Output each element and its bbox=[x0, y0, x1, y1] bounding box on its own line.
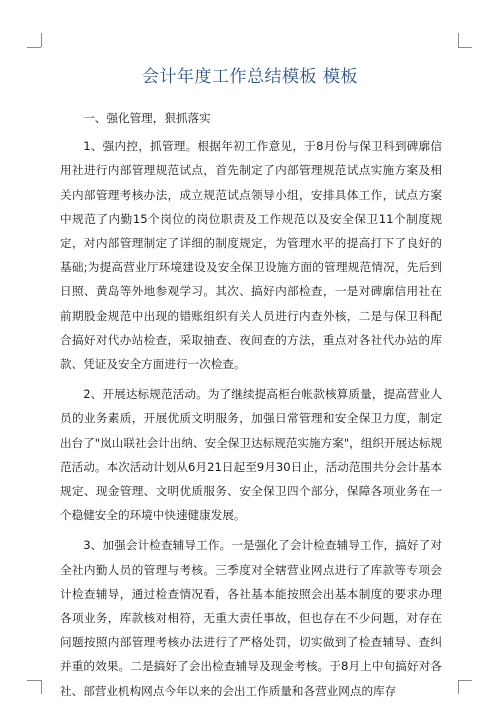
document-title: 会计年度工作总结模板 模板 bbox=[142, 67, 358, 87]
document-body bbox=[60, 106, 442, 709]
paragraph-accounting-inspection: 3、加强会计检查辅导工作。一是强化了会计检查辅导工作，搞好了对全社内勤人员的管理与考核。三季度对全辖营业网点进行了库款等专项会计检查辅导，通过检查情况看，各社基本能按照会出基本制度的要求办理各项业务，库款核对相符，无重大责任事故，但也存在不少问题，对存在问题按照内部管理考核办法进行了严格处罚，切实做到了检查辅导、查纠并重的效果。二是搞好了会出检查辅导及现金考核。于8月上中旬搞好对各社、部营业机构网点今年以来的会出工作质量和各营业网点的库存 bbox=[60, 538, 442, 698]
paragraph-standards-activity: 2、开展达标规范活动。为了继续提高柜台帐款核算质量，提高营业人员的业务素质，开展优质文明服务，加强日常管理和安全保卫力度，制定出台了"岚山联社会计出纳、安全保卫达标规范实施方案"，组织开展达标规范活动。本次活动计划从6月21日起至9月30日止，活动范围共分会计基本规定、现金管理、文明优质服务、安全保卫四个部分，保障各项业务在一个稳健安全的环境中快速健康发展。 bbox=[60, 387, 442, 523]
section-heading: 一、强化管理，狠抓落实 bbox=[83, 111, 211, 125]
paragraph-internal-control: 1、强内控，抓管理。根据年初工作意见，于8月份与保卫科到碑廓信用社进行内部管理规范试点，首先制定了内部管理规范试点实施方案及相关内部管理考核办法，成立规范试点领导小组，安排具体工作，试点方案中规范了内勤15个岗位的岗位职责及工作规范以及安全保卫11个制度规定，对内部管理制定了详细的制度规定，为管理水平的提高打下了良好的基础;为提高营业厅环境建设及安全保卫设施方面的管理规范情况，先后到日照、黄岛等外地参观学习。其次、搞好内部检查，一是对碑廓信用社在前期股金规范中出现的错账组织有关人员进行内查外核，二是与保卫科配合搞好对代办站检查，采取抽查、夜间查的方法，重点对各社代办站的库款、凭证及安全方面进行一次检查。 bbox=[60, 139, 442, 372]
